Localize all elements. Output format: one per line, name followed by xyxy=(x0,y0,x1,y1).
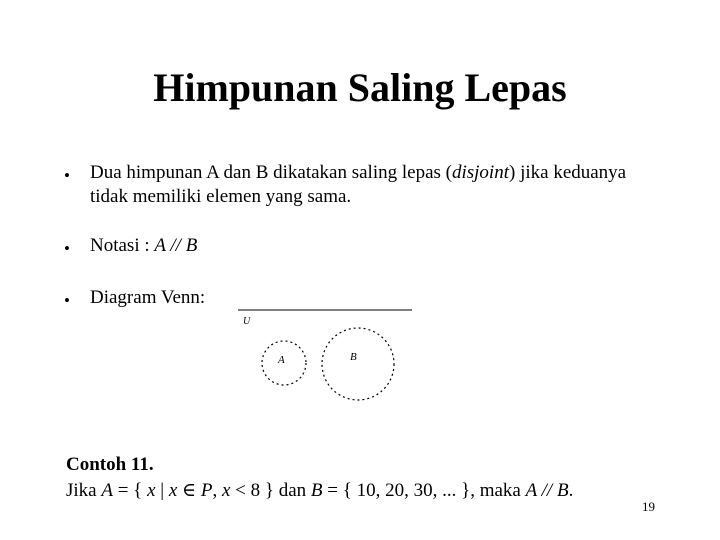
venn-diagram xyxy=(236,300,416,410)
notation-label: Notasi : xyxy=(90,235,155,256)
set-a-label: A xyxy=(278,354,285,366)
example-var-x: x xyxy=(221,480,231,501)
bullet-1-emphasis: disjoint xyxy=(451,162,509,183)
bullet-2-marker: • xyxy=(64,239,70,258)
example-text xyxy=(66,480,573,502)
bullet-2-text xyxy=(90,235,197,257)
bullet-1-text-a: Dua himpunan A dan B dikatakan saling lepas ( xyxy=(90,162,452,183)
example-t5: , xyxy=(212,480,222,501)
example-t7: = { 10, 20, 30, ... }, maka xyxy=(322,480,526,501)
example-heading: Contoh 11. xyxy=(66,454,154,475)
page-number: 19 xyxy=(642,499,655,514)
bullet-3-text: Diagram Venn: xyxy=(90,287,206,308)
bullet-1-line-2: tidak memiliki elemen yang sama. xyxy=(90,186,352,207)
example-t1: Jika xyxy=(66,480,102,501)
notation-expression: A // B xyxy=(154,235,198,256)
example-set-p: P xyxy=(200,480,213,501)
example-set-a: A xyxy=(101,480,113,501)
set-b-label: B xyxy=(350,351,357,363)
slide-title: Himpunan Saling Lepas xyxy=(153,65,567,110)
example-var-x: x xyxy=(168,480,178,501)
example-t6: < 8 } dan xyxy=(230,480,311,501)
example-var-x: x xyxy=(147,480,156,501)
bullet-1-text-b: ) jika keduanya xyxy=(509,162,627,183)
example-t8: . xyxy=(568,480,574,501)
set-b-circle xyxy=(322,328,394,400)
example-t4: ∈ xyxy=(177,480,201,501)
bullet-1-marker: • xyxy=(64,166,70,185)
universal-set-label: U xyxy=(243,316,251,327)
bullet-3-marker: • xyxy=(64,291,70,310)
bullet-1-line-1 xyxy=(90,162,626,184)
example-relation: A // B xyxy=(525,480,569,501)
example-t3: | xyxy=(155,480,169,501)
example-t2: = { xyxy=(112,480,148,501)
example-set-b: B xyxy=(310,480,323,501)
